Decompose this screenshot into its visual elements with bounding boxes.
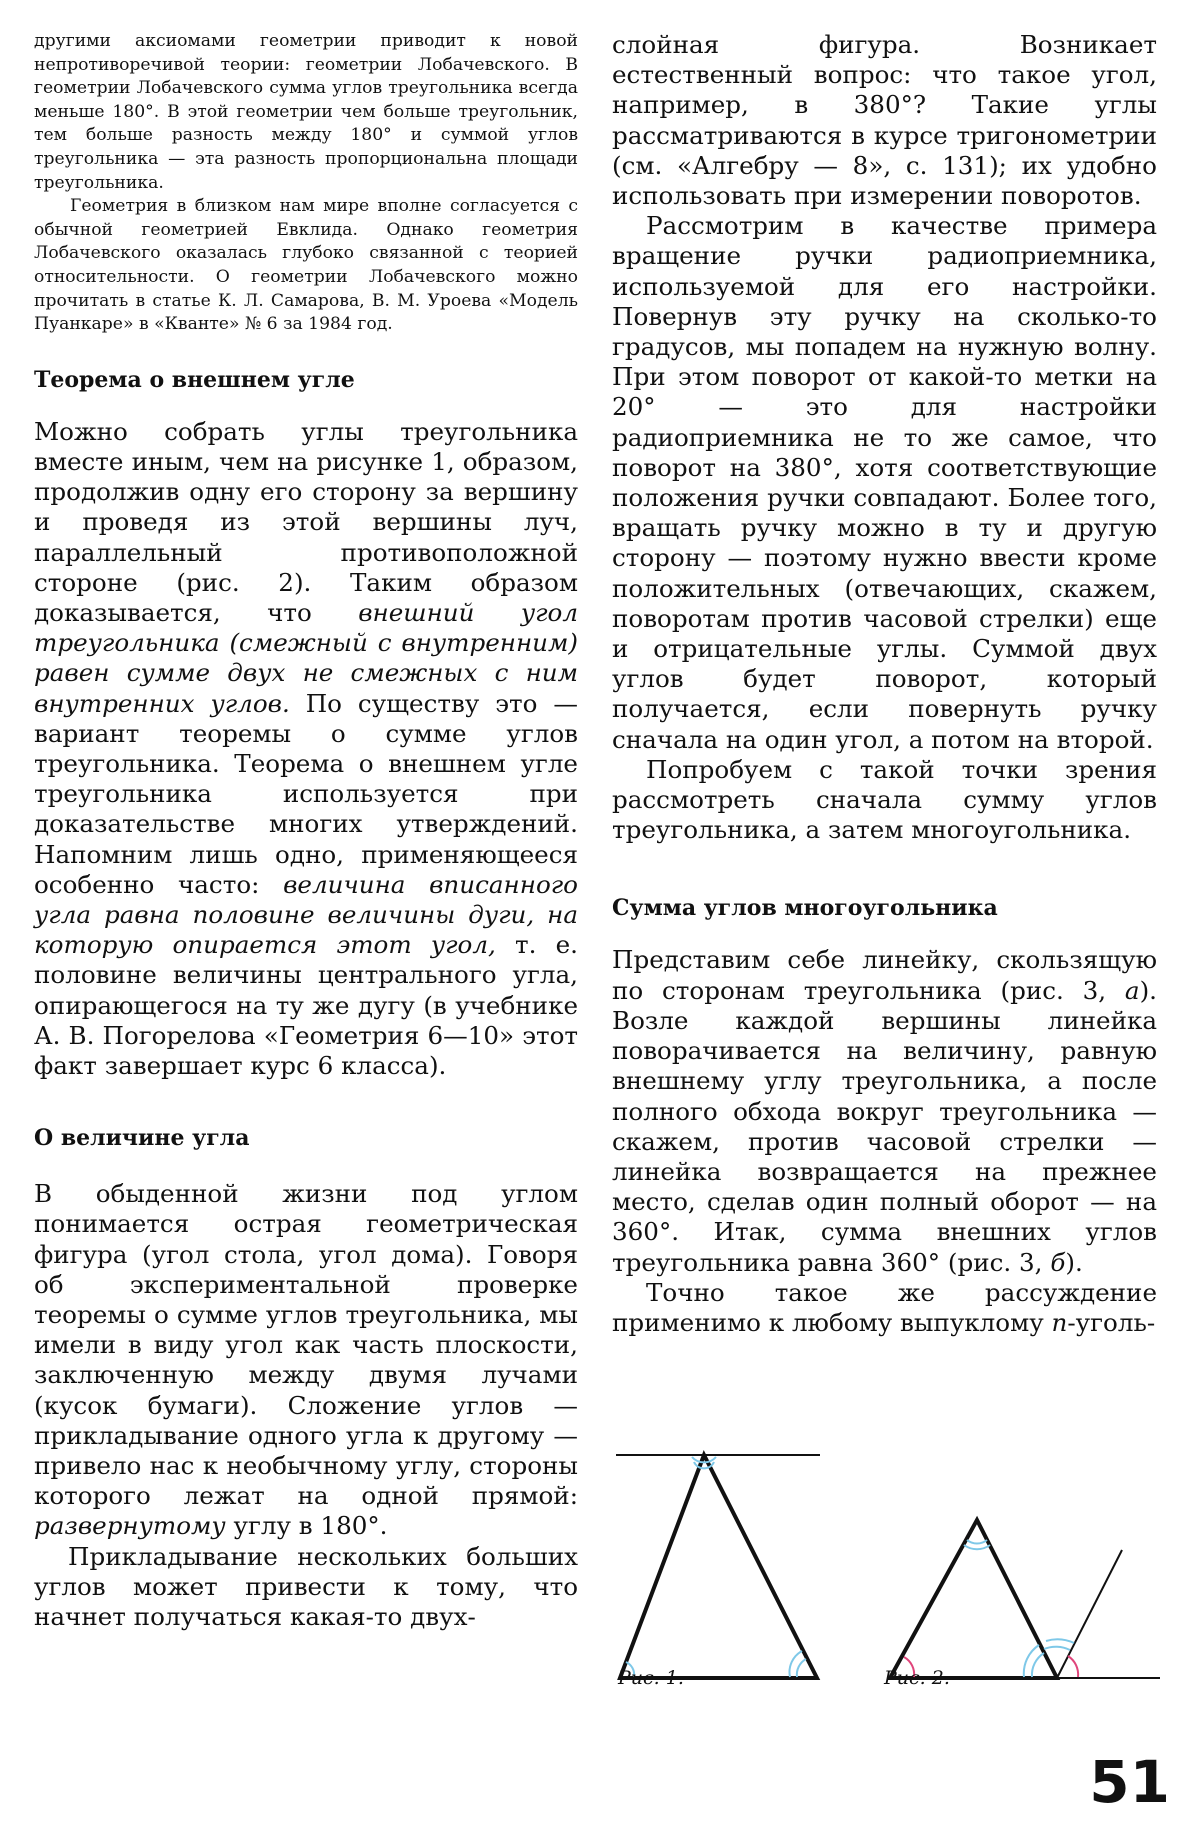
exterior-angle-paragraph: Можно собрать углы треугольника вместе иным, чем на рисунке 1, образом, продолжив одну его сторону за вершину и проведя из этой вершины луч, параллельный противоположной стороне (рис. 2). Таким образом доказывается, что внешний угол треугольника (смежный с внутренним) равен сумме двух не смежных с ним внутренних углов. По существу это — вариант теоремы о сумме углов треугольника. Теорема о внешнем угле треугольника используется при доказательстве многих утверждений. Напомним лишь одно, применяющееся особенно часто: величина вписанного угла равна половине величины дуги, на которую опирается этот угол, т. е. половине величины центрального угла, опирающегося на ту же дугу (в учебнике А. В. Погорелова «Геометрия 6—10» этот факт завершает курс 6 класса).	[34, 416, 578, 1080]
polygon-paragraph-2: Точно такое же рассуждение применимо к любому выпуклому n-уголь-	[612, 1277, 1157, 1337]
polygon-paragraph-1: Представим себе линейку, скользящую по сторонам треугольника (рис. 3, а). Возле каждой вершины линейка поворачивается на величину, равную внешнему углу треугольника, а после полного обхода вокруг треугольника — скажем, против часовой стрелки — линейка возвращается на прежнее место, сделав один полный оборот — на 360°. Итак, сумма внешних углов треугольника равна 360° (рис. 3, б).	[612, 945, 1157, 1277]
right-column	[612, 30, 1157, 1338]
angle-size-paragraph-2: Прикладывание нескольких больших углов может привести к тому, что начнет получаться какая-то двух-	[34, 1541, 578, 1632]
intro-paragraph-2: Геометрия в близком нам мире вполне согласуется с обычной геометрией Евклида. Однако геометрия Лобачевского оказалась глубоко связанной с теорией относительности. О геометрии Лобачевского можно прочитать в статье К. Л. Самарова, В. М. Уроева «Модель Пуанкаре» в «Кванте» № 6 за 1984 год.	[34, 196, 578, 335]
figure-1-caption: Рис. 1.	[618, 1667, 684, 1689]
figure-2-caption: Рис. 2.	[884, 1667, 950, 1689]
right-paragraph-2: Рассмотрим в качестве примера вращение ручки радиоприемника, используемой для его настройки. Повернув эту ручку на сколько-то градусов, мы попадем на нужную волну. При этом поворот от какой-то метки на 20° — это для настройки радиоприемника не то же самое, что поворот на 380°, хотя соответствующие положения ручки совпадают. Более того, вращать ручку можно в ту и другую сторону — поэтому нужно ввести кроме положительных (отвечающих, скажем, поворотам против часовой стрелки) еще и отрицательные углы. Суммой двух углов будет поворот, который получается, если повернуть ручку сначала на один угол, а потом на второй.	[612, 211, 1157, 754]
intro-paragraph-1: другими аксиомами геометрии приводит к новой непротиворечивой теории: геометрии Лобачевского. В геометрии Лобачевского сумма углов треугольника всегда меньше 180°. В этой геометрии чем больше треугольник, тем больше разность между 180° и суммой углов треугольника — эта разность пропорциональна площади треугольника.	[34, 31, 578, 193]
figure-1-triangle	[616, 1455, 820, 1678]
heading-exterior-angle: Теорема о внешнем угле	[34, 366, 355, 393]
right-paragraph-3: Попробуем с такой точки зрения рассмотреть сначала сумму углов треугольника, а затем многоугольника.	[612, 754, 1157, 845]
figures	[612, 1445, 1172, 1705]
figure-2-triangle	[890, 1520, 1160, 1678]
heading-polygon-angles: Сумма углов многоугольника	[612, 895, 998, 922]
figures-svg	[612, 1445, 1172, 1705]
page-number: 51	[1089, 1748, 1170, 1816]
left-column	[34, 30, 578, 1632]
right-paragraph-1: слойная фигура. Возникает естественный вопрос: что такое угол, например, в 380°? Такие углы рассматриваются в курсе тригонометрии (см. «Алгебру — 8», с. 131); их удобно использовать при измерении поворотов.	[612, 30, 1157, 211]
angle-size-paragraph-1: В обыденной жизни под углом понимается острая геометрическая фигура (угол стола, угол дома). Говоря об экспериментальной проверке теоремы о сумме углов треугольника, мы имели в виду угол как часть плоскости, заключенную между двумя лучами (кусок бумаги). Сложение углов — прикладывание одного угла к другому — привело нас к необычному углу, стороны которого лежат на одной прямой: развернутому углу в 180°.	[34, 1179, 578, 1541]
heading-angle-size: О величине угла	[34, 1125, 250, 1152]
